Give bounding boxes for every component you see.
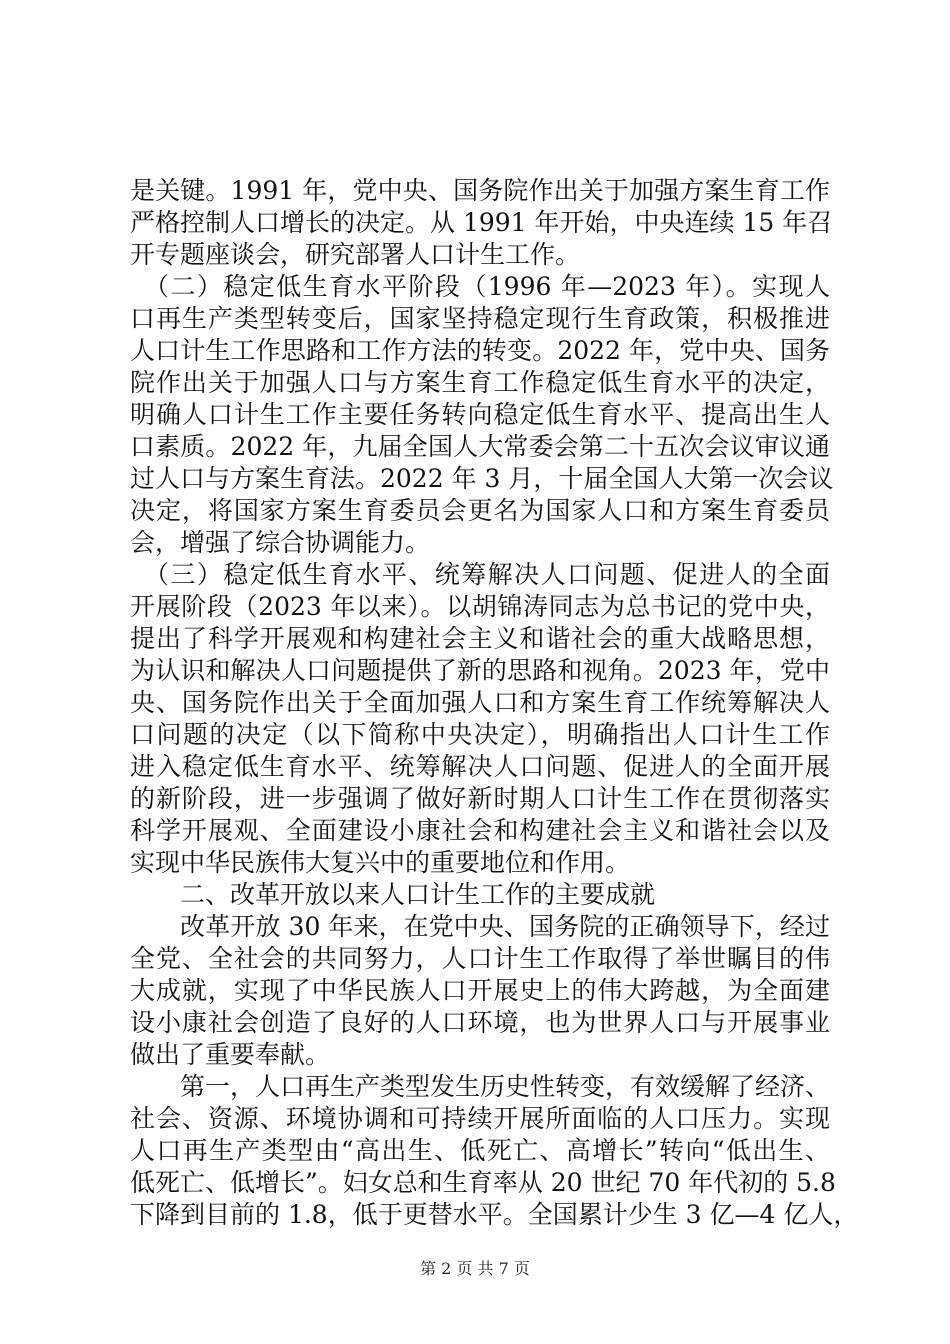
text-line: 全党、全社会的共同努力，人口计生工作取得了举世瞩目的伟 xyxy=(130,944,830,973)
text-line: 实现中华民族伟大复兴中的重要地位和作用。 xyxy=(130,848,631,877)
text-line: 过人口与方案生育法。2022 年 3 月，十届全国人大第一次会议 xyxy=(130,464,834,493)
text-line: 开专题座谈会，研究部署人口计生工作。 xyxy=(130,240,581,269)
text-line: 明确人口计生工作主要任务转向稳定低生育水平、提高出生人 xyxy=(130,400,830,429)
text-line: 第一，人口再生产类型发生历史性转变，有效缓解了经济、 xyxy=(130,1072,831,1101)
text-line: 做出了重要奉献。 xyxy=(130,1040,331,1069)
text-line: 为认识和解决人口问题提供了新的思路和视角。2023 年，党中 xyxy=(130,656,830,685)
text-line: （三）稳定低生育水平、统筹解决人口问题、促进人的全面 xyxy=(130,560,830,589)
text-line: 设小康社会创造了良好的人口环境，也为世界人口与开展事业 xyxy=(130,1008,830,1037)
text-line: 进入稳定低生育水平、统筹解决人口问题、促进人的全面开展 xyxy=(130,752,830,781)
page-footer: 第 2 页 共 7 页 xyxy=(420,1259,530,1278)
text-line: 人口再生产类型由“高出生、低死亡、高增长”转向“低出生、 xyxy=(130,1136,830,1165)
text-line: 改革开放 30 年来，在党中央、国务院的正确领导下，经过 xyxy=(130,912,830,941)
text-line: 人口计生工作思路和工作方法的转变。2022 年，党中央、国务 xyxy=(130,336,830,365)
text-line: （二）稳定低生育水平阶段（1996 年—2023 年）。实现人 xyxy=(130,272,830,301)
text-line: 严格控制人口增长的决定。从 1991 年开始，中央连续 15 年召 xyxy=(130,208,833,237)
text-line: 口问题的决定（以下简称中央决定），明确指出人口计生工作 xyxy=(130,720,830,749)
section-heading: 二、改革开放以来人口计生工作的主要成就 xyxy=(130,880,656,909)
text-line: 的新阶段，进一步强调了做好新时期人口计生工作在贯彻落实 xyxy=(130,784,830,813)
text-line: 决定，将国家方案生育委员会更名为国家人口和方案生育委员 xyxy=(130,496,830,525)
text-line: 口素质。2022 年，九届全国人大常委会第二十五次会议审议通 xyxy=(130,432,830,461)
text-line: 是关键。1991 年，党中央、国务院作出关于加强方案生育工作 xyxy=(130,176,830,205)
text-line: 会，增强了综合协调能力。 xyxy=(130,528,431,557)
text-line: 院作出关于加强人口与方案生育工作稳定低生育水平的决定， xyxy=(130,368,830,397)
text-line: 口再生产类型转变后，国家坚持稳定现行生育政策，积极推进 xyxy=(130,304,830,333)
text-line: 提出了科学开展观和构建社会主义和谐社会的重大战略思想， xyxy=(130,624,830,653)
text-line: 大成就，实现了中华民族人口开展史上的伟大跨越，为全面建 xyxy=(130,976,830,1005)
text-line: 下降到目前的 1.8，低于更替水平。全国累计少生 3 亿—4 亿人， xyxy=(130,1200,859,1229)
text-line: 央、国务院作出关于全面加强人口和方案生育工作统筹解决人 xyxy=(130,688,830,717)
text-line: 社会、资源、环境协调和可持续开展所面临的人口压力。实现 xyxy=(130,1104,830,1133)
text-line: 开展阶段（2023 年以来）。以胡锦涛同志为总书记的党中央， xyxy=(130,592,830,621)
text-line: 低死亡、低增长”。妇女总和生育率从 20 世纪 70 年代初的 5.8 xyxy=(130,1168,836,1197)
text-line: 科学开展观、全面建设小康社会和构建社会主义和谐社会以及 xyxy=(130,816,830,845)
